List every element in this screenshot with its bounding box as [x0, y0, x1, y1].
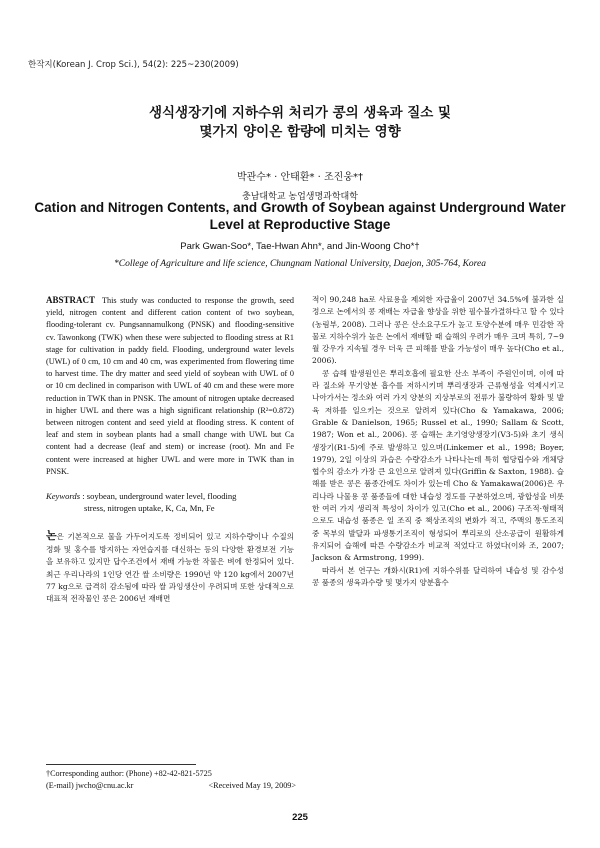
title-ko-line1: 생식생장기에 지하수위 처리가 콩의 생육과 질소 및 [148, 105, 452, 121]
keywords-label: Keywords [46, 491, 81, 502]
footnote-corresponding: †Corresponding author: (Phone) +82-42-821-5725 [46, 769, 212, 778]
affiliation-ko: 충남대학교 농업생명과학대학 [242, 192, 358, 202]
right-column [312, 294, 564, 589]
footnote-rule [46, 764, 196, 765]
keywords [46, 490, 294, 514]
authors-ko: 박관수* · 안태환* · 조진웅*† [236, 172, 363, 183]
keywords-line2: stress, nitrogen uptake, K, Ca, Mn, Fe [84, 503, 215, 514]
footnote-email-line [46, 780, 296, 791]
left-column [46, 294, 294, 606]
page-number: 225 [292, 812, 308, 823]
abstract-text: This study was conducted to response the growth, seed yield, nitrogen content and different cation content of two soybean, flooding-tolerant cv. Pungsannamulkong (PNSK) and flooding-sensitive cv. Tawonkong (TWK) when these were subjected to flooding stress at R1 stage for cultivation in paddy field. Flooding, underground water levels (UWL) of 0 cm, 10 cm and 40 cm, was experimented from flowering time to harvest time. The dry matter and seed yield of soybean with UWL of 0 or 10 cm declined in comparison with UWL of 40 cm and these were more reduction in TWK than in PNSK. The amount of nitrogen uptake decreased in higher UWL and there was a high significant relationship (R²=0.872) between nitrogen content and seed yield at flooding stress. K content of leaf and stem in soybean plants had a small change with UWL but Ca content had a decrease (leaf and stem) or increase (root). Mn and Fe content were increased at higher UWL and were more in TWK than in PNSK. [46, 296, 294, 476]
journal-header: 한작지(Korean J. Crop Sci.), 54(2): 225~230(2009) [28, 60, 239, 70]
intro-paragraph [46, 530, 294, 605]
authors-en: Park Gwan-Soo*, Tae-Hwan Ahn*, and Jin-Woong Cho*† [180, 241, 420, 252]
footnote-email: (E-mail) jwcho@cnu.ac.kr [46, 781, 134, 790]
abstract-label: ABSTRACT [46, 295, 96, 305]
right-paragraph-2: 콩 습해 발생원인은 뿌리호흡에 필요한 산소 부족이 주원인이며, 이에 따라 질소와 무기양분 흡수를 저하시키며 뿌리생장과 근류형성을 억제시키고 나아가서는 정소와 여러 가지 양분의 지상부로의 전류가 불량하여 황화 및 발육 저하를 일으키는 것으로 알려져 있다(Cho & Yamakawa, 2006; Grable & Danielson, 1965; Russel et al., 1990; Sallam & Scott, 1987; Won et al., 2006). 콩 습해는 초기영양생장기(V3-5)와 초기 생식생장기(R1-5)에 주로 발생하고 있으며(Linkemer et al., 1998; Boyer, 1979), 2일 이상의 과습은 수량감소가 나타나는데 특히 협당립수와 개체당 협수의 감소가 가장 큰 요인으로 알려져 있다(Griffin & Saxton, 1988). 습해를 받은 콩은 품종간에도 차이가 있는데 Cho & Yamakawa(2006)은 우리나라 나물용 콩 품종들에 대한 내습성 정도를 구분하였으며, 광합성을 비롯한 여러 가지 생리적 특성이 차이가 있고(Cho et al., 2006) 구조적·형태적으로도 내습성 품종은 일 조직 중 책상조직의 변화가 적고, 주맥의 통도조직 중 목부의 발달과 파생통기조직이 형성되어 뿌리로의 산소공급이 원활하게 유지되어 습해에 따른 수량감소가 비교적 적었다고 하였다(이와 조, 2007; Jackson & Armstrong, 1999). [312, 368, 564, 563]
affiliation-en: *College of Agriculture and life science, Chungnam National University, Daejon, 305-764, Korea [114, 259, 486, 269]
title-en-line1: Cation and Nitrogen Contents, and Growth of Soybean against Underground Water [34, 200, 566, 215]
abstract [46, 294, 294, 478]
title-en-line2: Level at Reproductive Stage [209, 217, 391, 232]
intro-text: 은 기본적으로 물을 가두어지도록 정비되어 있고 지하수량이나 수질의 정화 및 홍수를 방지하는 자연습지를 대신하는 등의 다양한 환경보전 기능을 보유하고 있지만 답수조건에서 재배 가능한 작물은 벼에 한정되어 있다. 최근 우리나라의 1인당 연간 쌀 소비량은 1990년 약 120 kg에서 2007년 77 kg으로 급격히 감소됨에 따라 쌀 과잉생산이 우려되며 또한 상대적으로 대표적 전작물인 콩은 2006년 재배면 [46, 532, 294, 604]
footnote-received: <Received May 19, 2009> [208, 781, 296, 790]
keywords-line1: : soybean, underground water level, flooding [82, 491, 237, 502]
right-paragraph-1: 적이 90,248 ha로 사료용을 제외한 자급율이 2007년 34.5%에 불과한 실정으로 논에서의 콩 재배는 자급율 향상을 위한 필수불가결하다고 할 수 있다(농림부, 2008). 그러나 콩은 산소요구도가 높고 토양수분에 매우 민감한 작물로 지하수위가 높은 논에서 재배할 때 습해의 우려가 매우 크며 특히, 7~9월 강우가 지속될 경우 더욱 큰 피해를 받을 가능성이 매우 높다(Cho et al., 2006). [312, 295, 564, 366]
right-paragraph-3: 따라서 본 연구는 개화시(R1)에 지하수위를 달리하여 내습성 및 감수성 콩 품종의 생육과수량 및 몇가지 양분흡수 [312, 565, 564, 587]
intro-dropcap: 논 [46, 529, 57, 543]
title-ko-line2: 몇가지 양이온 함량에 미치는 영향 [199, 124, 401, 140]
